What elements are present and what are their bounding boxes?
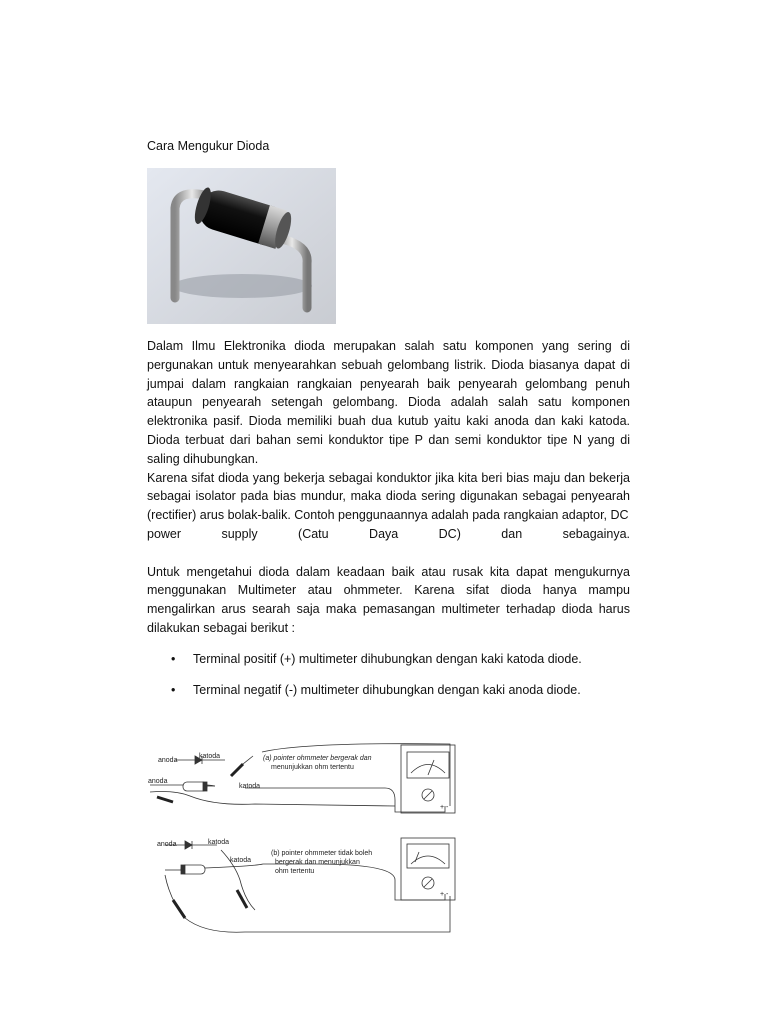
label-katoda-top-b: katoda: [208, 839, 230, 846]
label-anoda-side-a: anoda: [148, 778, 168, 785]
list-item-text: Terminal positif (+) multimeter dihubungkan dengan kaki katoda diode.: [193, 652, 582, 666]
list-item-text: Terminal negatif (-) multimeter dihubungkan dengan kaki anoda diode.: [193, 683, 581, 698]
caption-b-line2: bergerak dan menunjukkan: [275, 859, 360, 866]
label-katoda-top-a: katoda: [199, 753, 221, 760]
meter-plus-a: +: [440, 804, 445, 811]
diode-photo: [147, 168, 336, 324]
measurement-diagram: [145, 740, 460, 940]
meter-minus-a: -: [446, 804, 449, 811]
body-text: [147, 337, 630, 638]
label-anoda-top-a: anoda: [158, 757, 178, 764]
list-item: [147, 650, 630, 669]
meter-plus-b: +: [440, 891, 445, 898]
instruction-list: [147, 650, 630, 713]
label-katoda-probe-a: katoda: [239, 783, 261, 790]
caption-b-line1: (b) pointer ohmmeter tidak boleh: [271, 850, 373, 857]
meter-minus-b: -: [446, 891, 449, 898]
paragraph-intro: Dalam Ilmu Elektronika dioda merupakan salah satu komponen yang sering di pergunakan untuk menyearahkan sebuah gelombang listrik. Dioda biasanya dapat di jumpai dalam rangkaian rangkaian penyearah baik penyearah gelombang penuh ataupun penyearah setengah gelombang. Dioda adalah salah satu komponen elektronika pasif. Dioda memiliki buah dua kutub yaitu kaki anoda dan kaki katoda. Dioda terbuat dari bahan semi konduktor tipe P dan semi konduktor tipe N yang di saling dihubungkan.: [147, 339, 630, 466]
list-item: [147, 681, 630, 700]
document-title: Cara Mengukur Dioda: [147, 139, 270, 153]
caption-b-line3: ohm tertentu: [275, 868, 315, 875]
caption-a-line1: (a) pointer ohmmeter bergerak dan: [263, 755, 372, 762]
bullet-icon: •: [171, 652, 176, 666]
caption-a-line2: menunjukkan ohm tertentu: [271, 764, 354, 771]
bullet-icon: •: [171, 683, 176, 698]
paragraph-function: Karena sifat dioda yang bekerja sebagai konduktor jika kita beri bias maju dan bekerja sebagai isolator pada bias mundur, maka dioda sering digunakan sebagai penyearah (rectifier) arus bolak-balik. Contoh penggunaannya adalah pada rangkaian adaptor, DC: [147, 470, 630, 523]
label-anoda-top-b: anoda: [157, 841, 177, 848]
paragraph-measurement: Untuk mengetahui dioda dalam keadaan baik atau rusak kita dapat mengukurnya menggunakan Multimeter atau ohmmeter. Karena sifat dioda hanya mampu mengalirkan arus searah saja maka pemasangan multimeter terhadap dioda harus dilakukan sebagai berikut :: [147, 564, 630, 635]
paragraph-function-last-line: power supply (Catu Daya DC) dan sebagainya.: [147, 526, 630, 541]
label-katoda-probe-b: katoda: [230, 857, 252, 864]
